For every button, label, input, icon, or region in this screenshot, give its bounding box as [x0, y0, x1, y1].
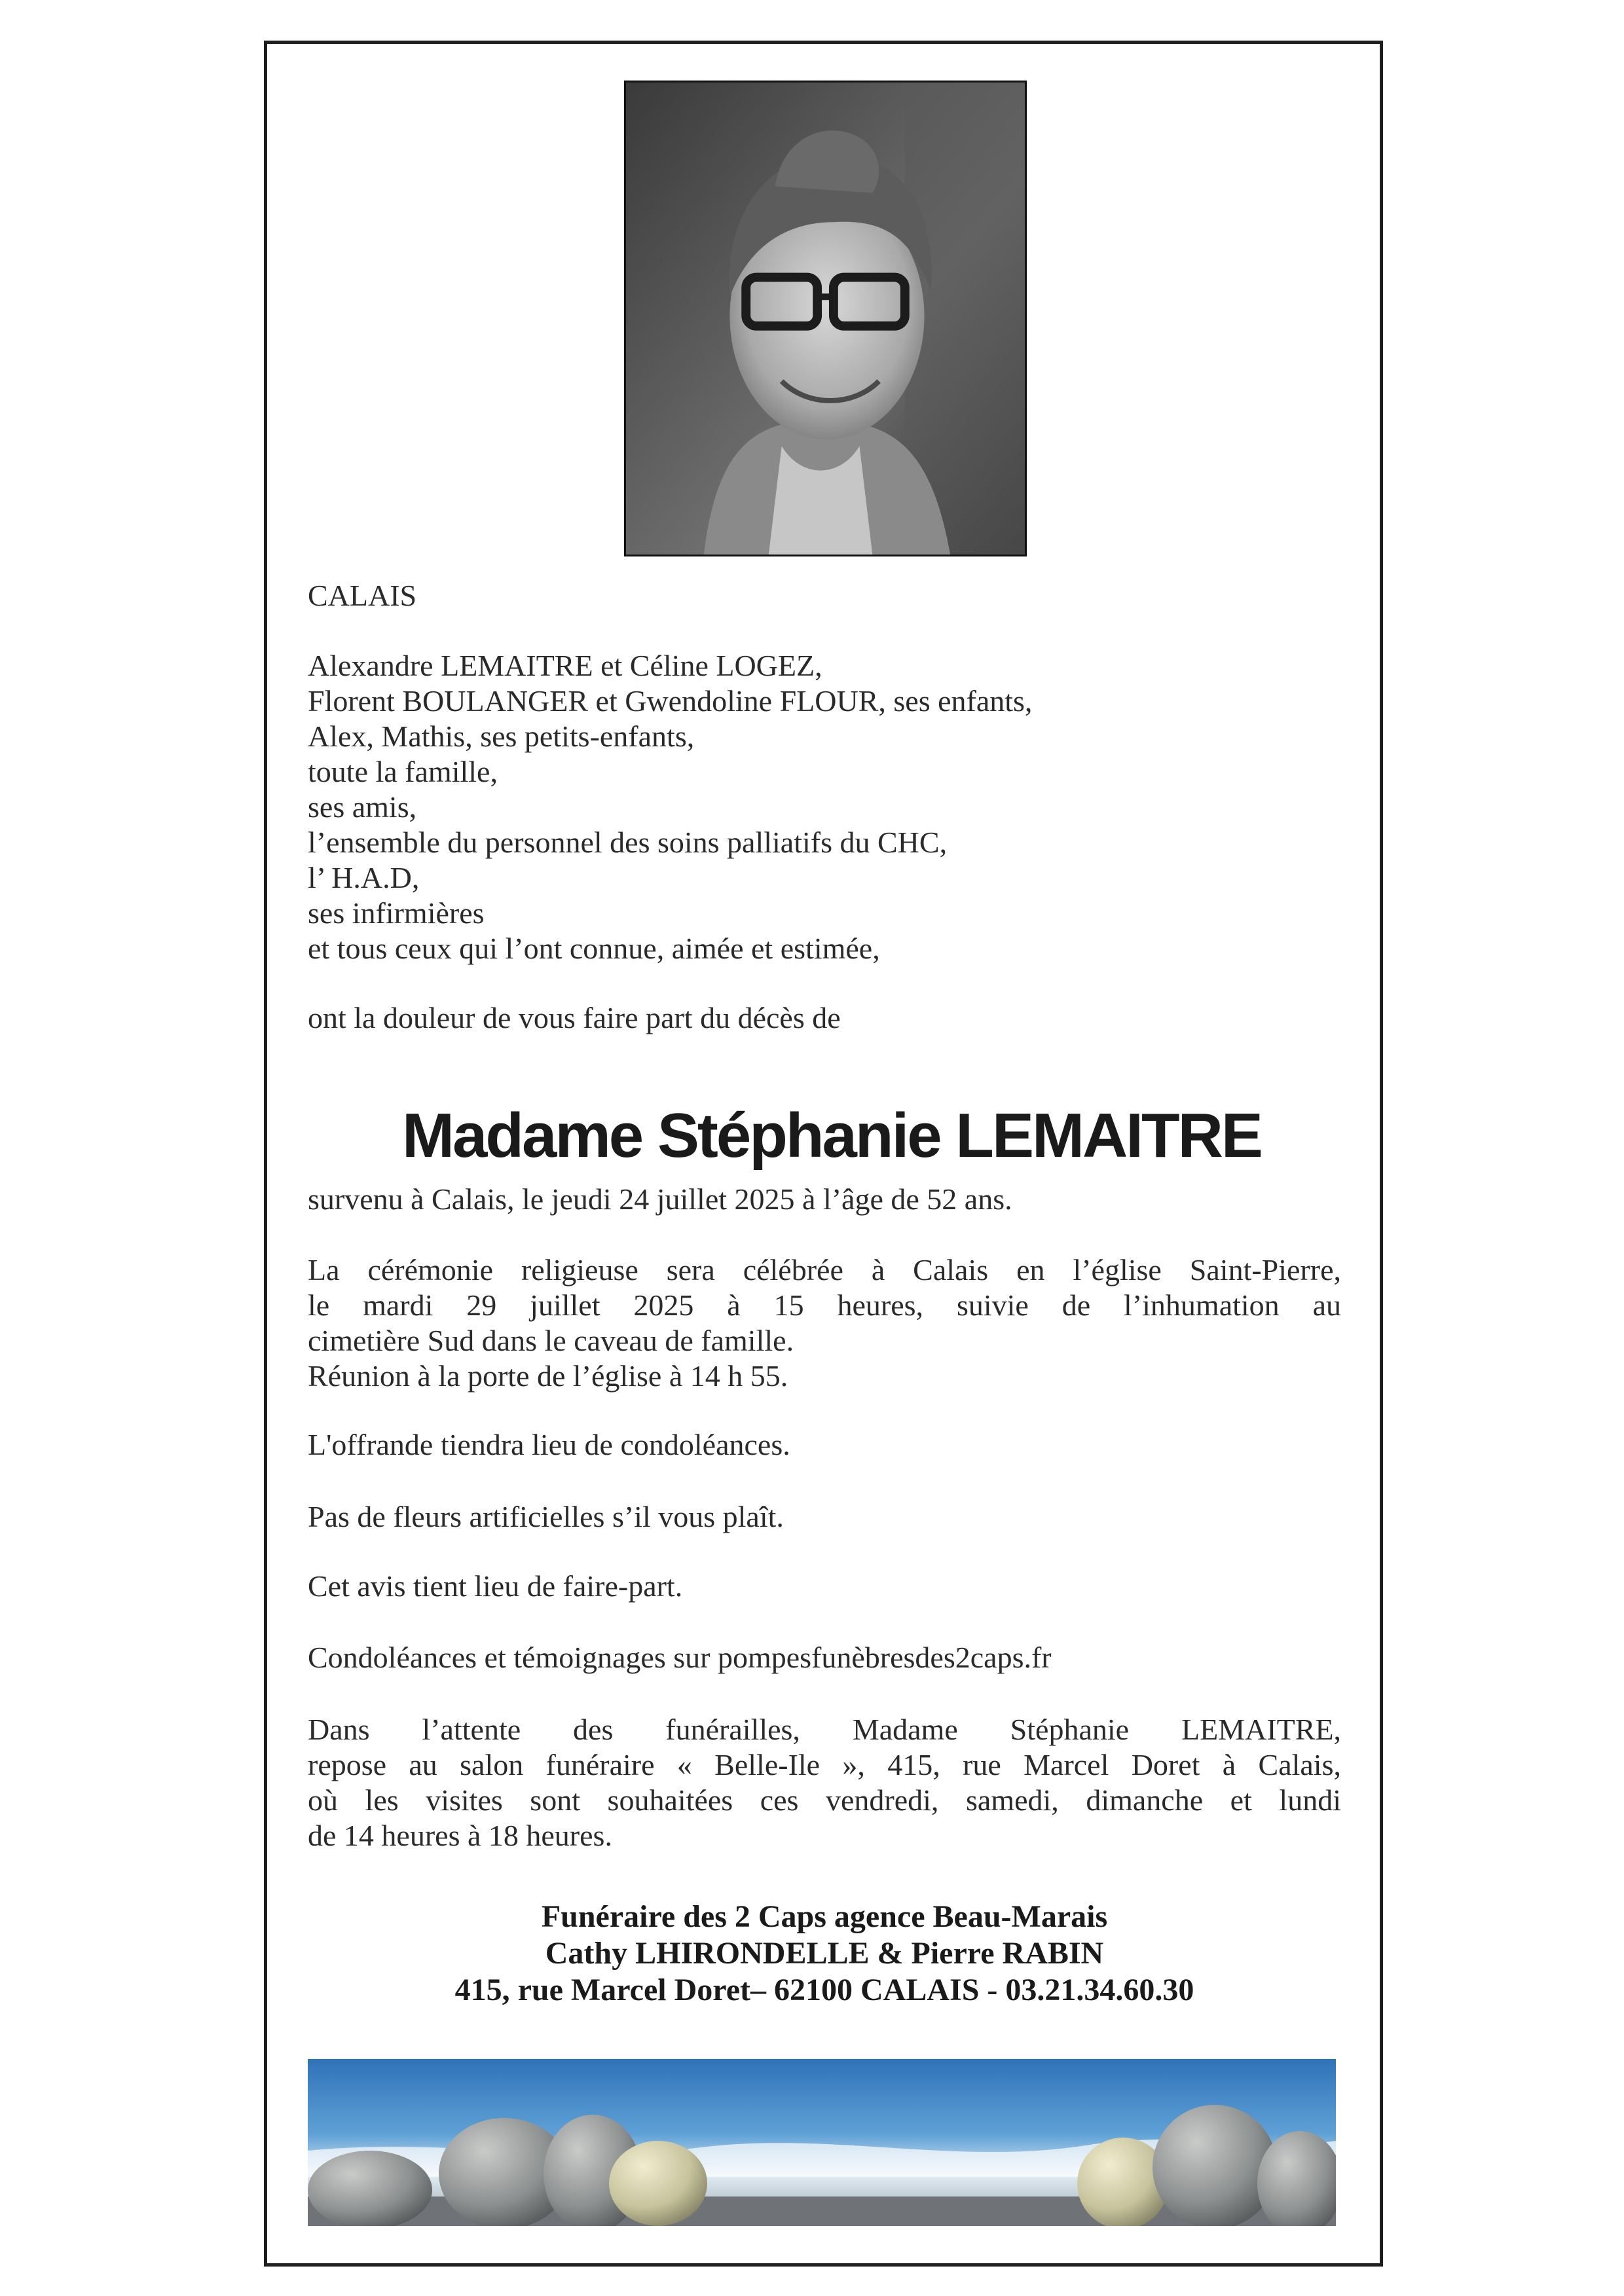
notice-text: Cet avis tient lieu de faire-part. [308, 1569, 683, 1603]
ceremony-line: cimetière Sud dans le caveau de famille. [308, 1324, 794, 1357]
pebbles-banner [308, 2059, 1336, 2226]
city-line [308, 578, 1341, 613]
condolences-block [308, 1640, 1341, 1675]
ceremony-line: La cérémonie religieuse sera célébrée à Calais en l’église Saint-Pierre, [308, 1253, 1341, 1286]
ceremony-block [308, 1252, 1341, 1394]
family-line: ses infirmières [308, 896, 485, 930]
condolences-text: Condoléances et témoignages sur pompesfunèbresdes2caps.fr [308, 1641, 1052, 1674]
death-block [308, 1182, 1341, 1217]
ceremony-line: Réunion à la porte de l’église à 14 h 55. [308, 1359, 788, 1393]
announce-text: ont la douleur de vous faire part du décès de [308, 1001, 841, 1034]
city: CALAIS [308, 579, 417, 612]
death-line: survenu à Calais, le jeudi 24 juillet 2025 à l’âge de 52 ans. [308, 1182, 1012, 1216]
rest-line: repose au salon funéraire « Belle-Ile », 415, rue Marcel Doret à Calais, [308, 1748, 1341, 1781]
agency-block [308, 1899, 1341, 2009]
rest-line: où les visites sont souhaitées ces vendredi, samedi, dimanche et lundi [308, 1783, 1341, 1817]
family-line: Florent BOULANGER et Gwendoline FLOUR, ses enfants, [308, 684, 1033, 718]
family-line: Alex, Mathis, ses petits-enfants, [308, 720, 695, 753]
agency-contacts: Cathy LHIRONDELLE & Pierre RABIN [545, 1936, 1104, 1971]
family-line: l’ensemble du personnel des soins palliatifs du CHC, [308, 826, 948, 859]
rest-line: de 14 heures à 18 heures. [308, 1819, 612, 1852]
flowers-text: Pas de fleurs artificielles s’il vous plaît. [308, 1500, 784, 1533]
family-list [308, 648, 1341, 966]
announce-block [308, 1000, 1341, 1036]
rest-line: Dans l’attente des funérailles, Madame Stéphanie LEMAITRE, [308, 1713, 1341, 1746]
family-line: et tous ceux qui l’ont connue, aimée et estimée, [308, 932, 880, 965]
deceased-name: Madame Stéphanie LEMAITRE [402, 1101, 1261, 1171]
offering-block [308, 1427, 1341, 1463]
family-line: ses amis, [308, 790, 417, 824]
family-line: Alexandre LEMAITRE et Céline LOGEZ, [308, 649, 822, 682]
ceremony-line: le mardi 29 juillet 2025 à 15 heures, suivie de l’inhumation au [308, 1288, 1341, 1322]
agency-address: 415, rue Marcel Doret– 62100 CALAIS - 03.21.34.60.30 [454, 1973, 1194, 2007]
flowers-block [308, 1499, 1341, 1535]
notice-block [308, 1569, 1341, 1604]
family-line: toute la famille, [308, 755, 498, 788]
rest-block [308, 1712, 1341, 1853]
portrait-photo [624, 81, 1027, 556]
offering-text: L'offrande tiendra lieu de condoléances. [308, 1428, 790, 1461]
agency-name: Funéraire des 2 Caps agence Beau-Marais [541, 1899, 1108, 1934]
family-line: l’ H.A.D, [308, 861, 420, 894]
